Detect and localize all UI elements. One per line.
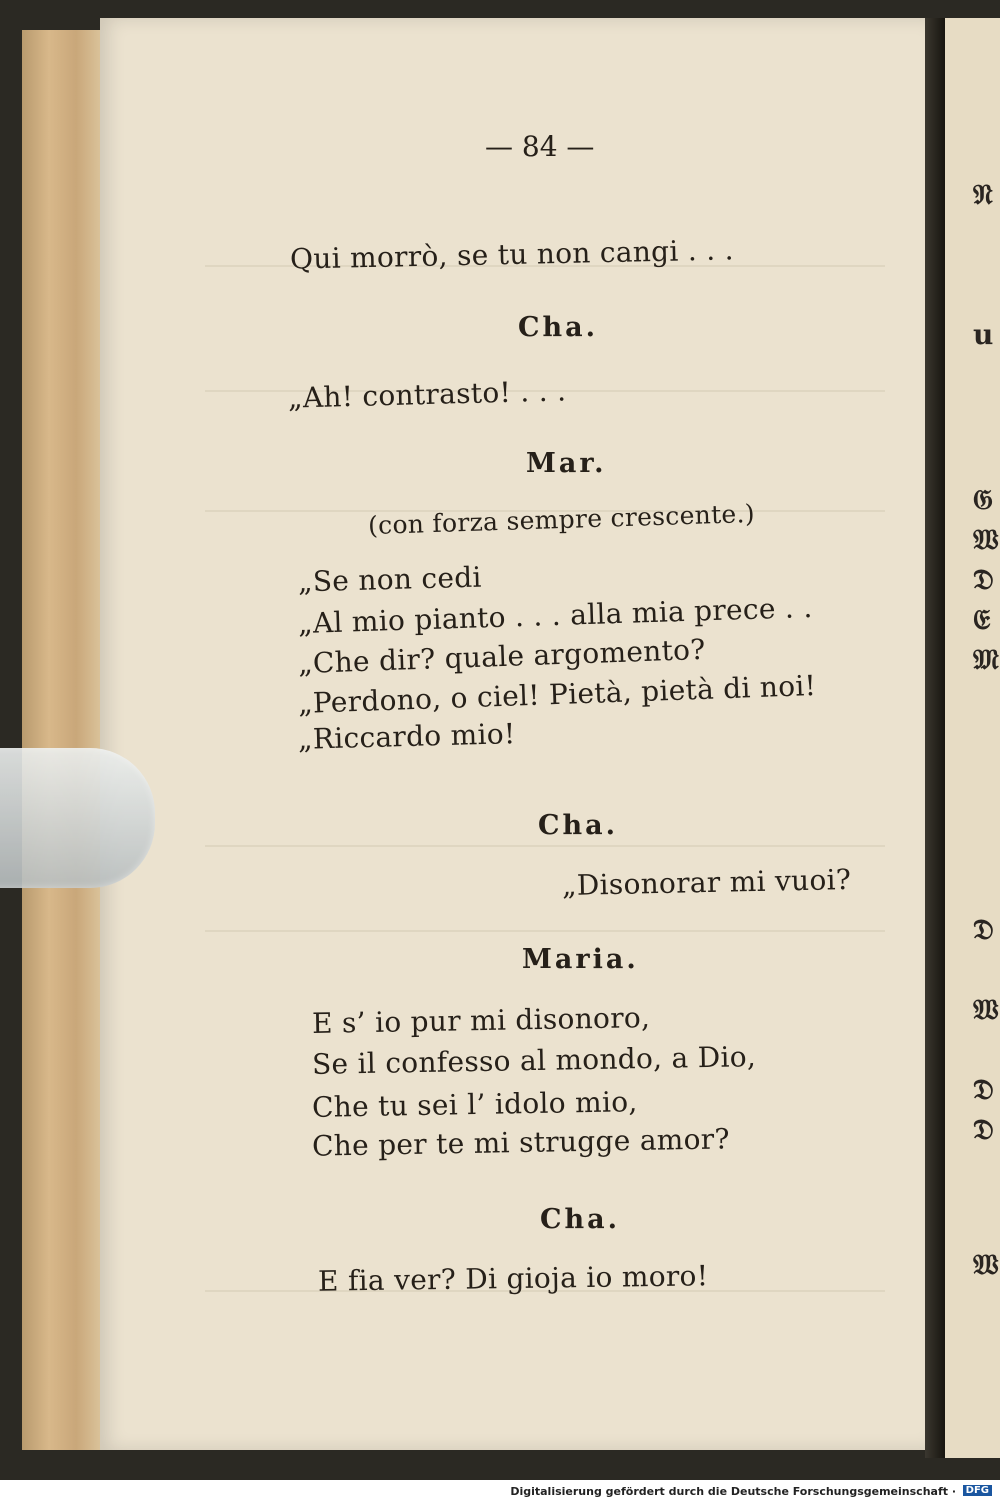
verse-line: Se il confesso al mondo, a Dio, [311, 1040, 757, 1081]
speaker-label: Cha. [540, 1204, 621, 1235]
verse-line: „Se non cedi [297, 560, 483, 599]
stage-direction: (con forza sempre crescente.) [367, 498, 756, 541]
verse-line: E fia ver? Di gioja io moro! [317, 1259, 709, 1298]
facing-letter: 𝔚 [973, 993, 999, 1026]
verse-line: „Che dir? quale argomento? [297, 632, 707, 681]
verse-line: „Ah! contrasto! . . . [287, 374, 567, 415]
verse-line: „Perdono, o ciel! Pietà, pietà di noi! [297, 668, 817, 721]
verse-line: „Al mio pianto . . . alla mia prece . . [297, 590, 813, 641]
facing-letter: 𝔐 [973, 643, 999, 676]
page-number: — 84 — [485, 130, 595, 163]
verse-line: Che tu sei l’ idolo mio, [311, 1085, 638, 1124]
facing-letter: u [973, 318, 994, 351]
footer-bar [0, 1480, 1000, 1505]
facing-letter: 𝔇 [973, 1113, 994, 1146]
scanner-clip [0, 748, 155, 888]
speaker-label: Cha. [538, 810, 619, 841]
verse-line: Qui morrò, se tu non cangi . . . [289, 233, 735, 276]
facing-letter: 𝔚 [973, 1248, 999, 1281]
facing-letter: 𝔚 [973, 523, 999, 556]
facing-letter: 𝔇 [973, 563, 994, 596]
facing-letter: 𝔊 [973, 483, 993, 516]
verse-line: „Disonorar mi vuoi? [561, 862, 852, 903]
facing-letter: 𝔑 [973, 178, 993, 211]
facing-letter: 𝔇 [973, 913, 994, 946]
funding-notice: Digitalisierung gefördert durch die Deutsche Forschungsgemeinschaft · [510, 1485, 956, 1498]
facing-letter: 𝔈 [973, 603, 991, 636]
speaker-label: Cha. [518, 312, 599, 343]
verse-line: „Riccardo mio! [297, 717, 516, 756]
speaker-label: Maria. [522, 944, 639, 975]
verse-line: E s’ io pur mi disonoro, [311, 1001, 651, 1040]
dfg-logo: DFG [963, 1485, 992, 1496]
verse-line: Che per te mi strugge amor? [311, 1122, 731, 1163]
facing-letter: 𝔇 [973, 1073, 994, 1106]
speaker-label: Mar. [526, 448, 607, 479]
